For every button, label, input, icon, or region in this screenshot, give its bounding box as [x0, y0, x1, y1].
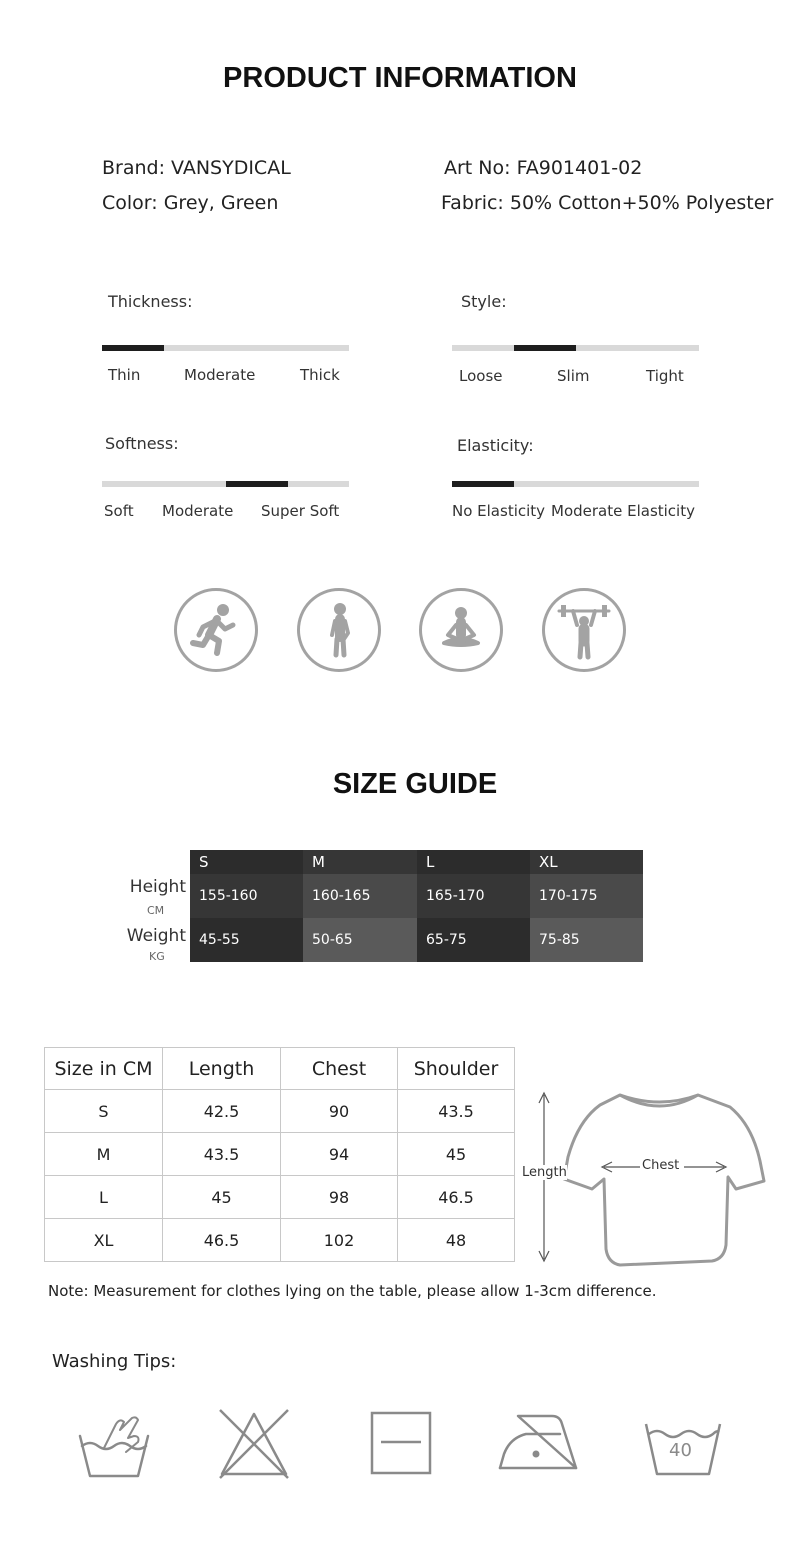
art-no-text: Art No: FA901401-02	[444, 157, 643, 179]
height-label: Height	[129, 877, 186, 897]
do-not-bleach-icon	[216, 1406, 292, 1484]
elasticity-label: Elasticity:	[457, 436, 534, 455]
thickness-indicator	[102, 345, 164, 351]
elasticity-bar	[452, 481, 699, 487]
hand-wash-icon	[76, 1408, 154, 1486]
thickness-tick: Thick	[300, 366, 340, 384]
wash-temperature: 40	[669, 1440, 692, 1461]
softness-bar	[102, 481, 349, 487]
measurement-note: Note: Measurement for clothes lying on the table, please allow 1-3cm difference.	[48, 1282, 657, 1300]
tshirt-diagram	[520, 1085, 780, 1270]
color-text: Color: Grey, Green	[102, 192, 279, 214]
table-cell: 102	[281, 1219, 398, 1262]
table-cell: 48	[398, 1219, 515, 1262]
table-row	[45, 1176, 515, 1219]
height-cell: 165-170	[417, 874, 530, 918]
size-header: XL	[530, 850, 643, 874]
thickness-label: Thickness:	[108, 292, 193, 311]
elasticity-indicator	[452, 481, 514, 487]
product-info-title: PRODUCT INFORMATION	[223, 62, 577, 94]
thickness-tick: Moderate	[184, 366, 256, 384]
running-icon	[174, 588, 258, 672]
table-cell: XL	[45, 1219, 163, 1262]
softness-label: Softness:	[105, 434, 179, 453]
thickness-tick: Thin	[108, 366, 141, 384]
style-tick: Loose	[459, 367, 503, 385]
style-tick: Tight	[646, 367, 684, 385]
style-label: Style:	[461, 292, 507, 311]
elasticity-tick: Moderate Elasticity	[551, 502, 695, 520]
height-unit: CM	[147, 904, 165, 917]
measurement-table	[44, 1047, 515, 1262]
iron-low-icon	[496, 1410, 580, 1478]
weight-cell: 50-65	[303, 918, 417, 962]
softness-indicator	[226, 481, 288, 487]
tumble-dry-flat-icon	[369, 1410, 433, 1480]
column-header: Chest	[281, 1048, 398, 1090]
size-header: L	[417, 850, 530, 874]
table-cell: 98	[281, 1176, 398, 1219]
height-cell: 170-175	[530, 874, 643, 918]
table-cell: 42.5	[163, 1090, 281, 1133]
weightlifting-icon	[542, 588, 626, 672]
weight-cell: 65-75	[417, 918, 530, 962]
table-cell: 94	[281, 1133, 398, 1176]
height-cell: 160-165	[303, 874, 417, 918]
table-cell: M	[45, 1133, 163, 1176]
column-header: Size in CM	[45, 1048, 163, 1090]
yoga-icon	[419, 588, 503, 672]
weight-cell: 45-55	[190, 918, 303, 962]
style-bar	[452, 345, 699, 351]
table-row	[45, 1133, 515, 1176]
length-label: Length	[522, 1165, 567, 1180]
table-cell: 45	[398, 1133, 515, 1176]
size-header: S	[190, 850, 303, 874]
table-cell: 46.5	[398, 1176, 515, 1219]
fabric-text: Fabric: 50% Cotton+50% Polyester	[441, 192, 774, 214]
brand-text: Brand: VANSYDICAL	[102, 157, 291, 179]
size-guide-title: SIZE GUIDE	[332, 768, 498, 800]
weight-unit: KG	[149, 950, 165, 963]
style-indicator	[514, 345, 576, 351]
table-cell: 90	[281, 1090, 398, 1133]
column-header: Length	[163, 1048, 281, 1090]
table-cell: 43.5	[163, 1133, 281, 1176]
table-cell: 45	[163, 1176, 281, 1219]
weight-label: Weight	[126, 926, 186, 946]
softness-tick: Soft	[104, 502, 134, 520]
table-cell: L	[45, 1176, 163, 1219]
elasticity-tick: No Elasticity	[452, 502, 546, 520]
table-cell: 43.5	[398, 1090, 515, 1133]
table-row	[45, 1219, 515, 1262]
weight-cell: 75-85	[530, 918, 643, 962]
wash-40-icon	[643, 1418, 723, 1482]
column-header: Shoulder	[398, 1048, 515, 1090]
table-cell: 46.5	[163, 1219, 281, 1262]
table-header-row	[45, 1048, 515, 1090]
washing-tips-title: Washing Tips:	[52, 1351, 177, 1372]
size-header: M	[303, 850, 417, 874]
chest-label: Chest	[642, 1158, 680, 1173]
softness-tick: Super Soft	[261, 502, 340, 520]
softness-tick: Moderate	[162, 502, 234, 520]
style-tick: Slim	[557, 367, 590, 385]
standing-icon	[297, 588, 381, 672]
height-cell: 155-160	[190, 874, 303, 918]
table-cell: S	[45, 1090, 163, 1133]
thickness-bar	[102, 345, 349, 351]
size-guide-grid	[190, 850, 643, 962]
table-row	[45, 1090, 515, 1133]
